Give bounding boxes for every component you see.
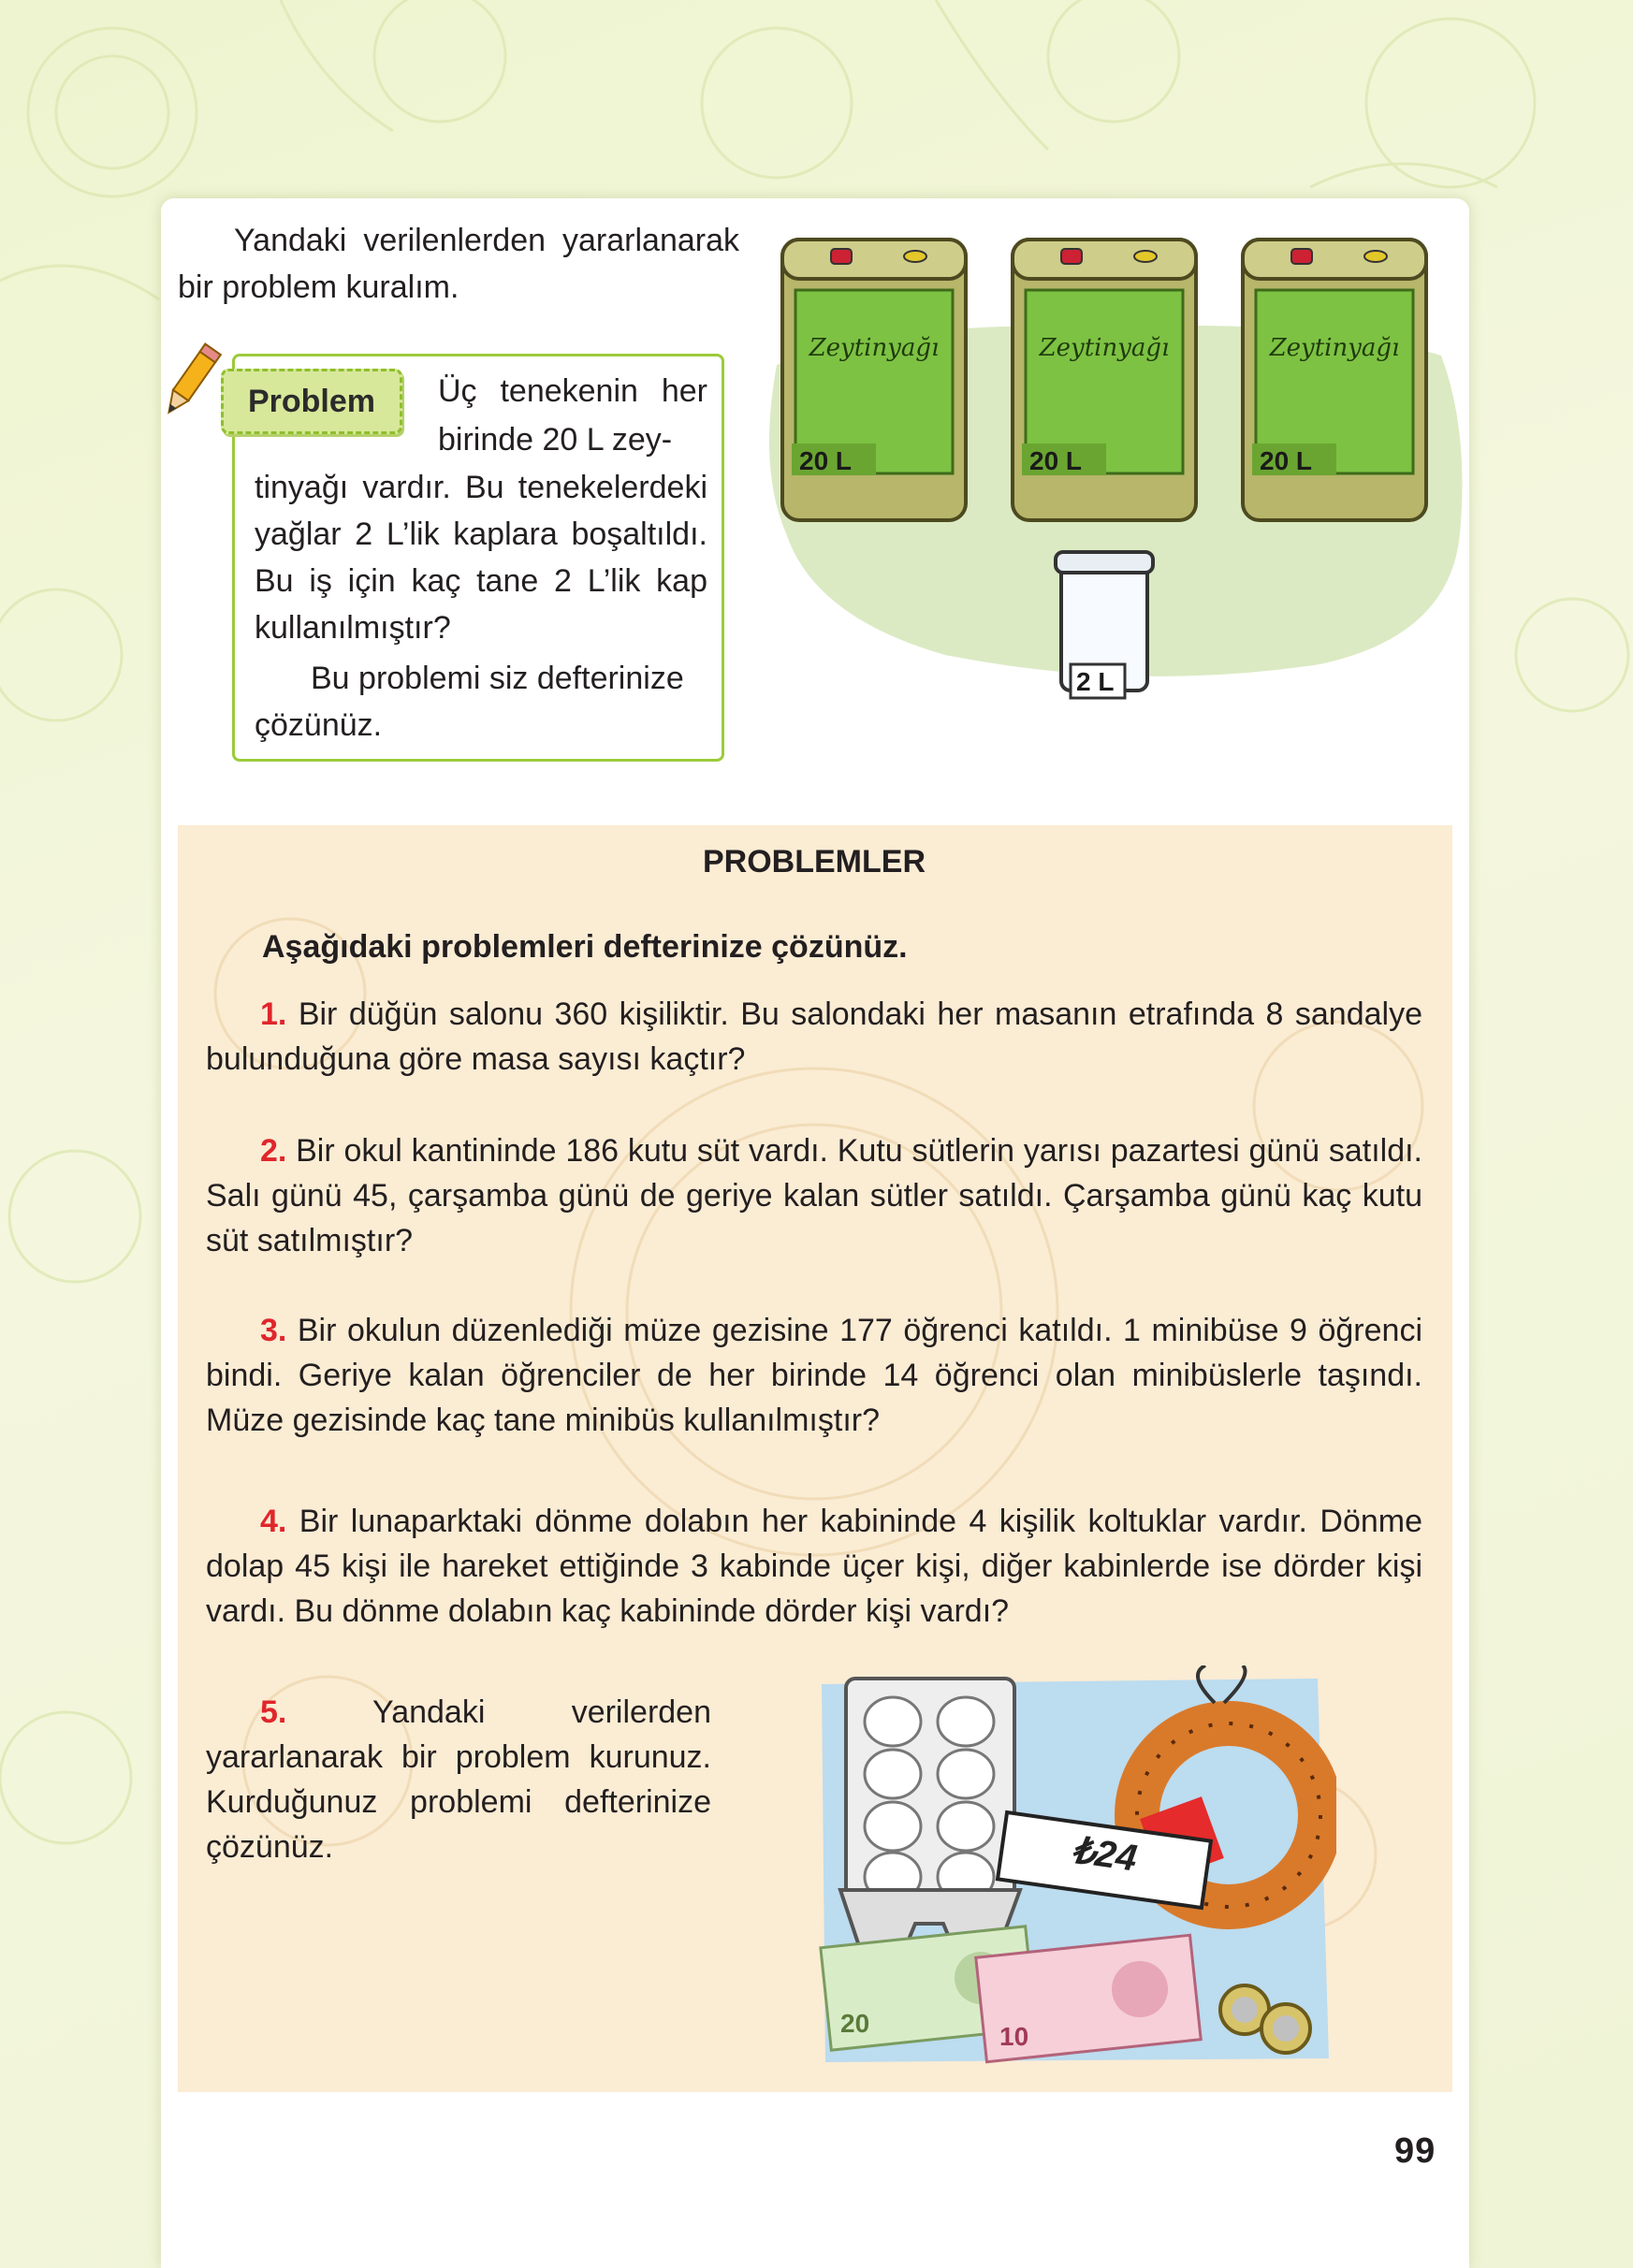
problem-4-number: 4. [260, 1504, 287, 1539]
can-2-volume: 20 L [1029, 446, 1083, 475]
problem-2-text: Bir okul kantininde 186 kutu süt vardı. Kutu sütlerin yarısı pazartesi günü satıldı. Salı günü 45, çarşamba günü de geriye kalan sütler satıldı. Çarşamba günü kaç kutu süt satılmıştır? [206, 1133, 1422, 1258]
problem-text-rest: tinyağı vardır. Bu tenekelerdeki yağlar 2 L’lik kaplara boşaltıldı. Bu iş için kaç tane 2 L’lik kap kullanılmıştır? [255, 470, 707, 646]
problems-subtitle: Aşağıdaki problemleri defterinize çözünüz. [262, 929, 908, 965]
problem-label: Problem [221, 369, 402, 434]
can-2 [1013, 240, 1196, 520]
problem-5-number: 5. [260, 1694, 287, 1730]
price-tag: ₺24 [1069, 1829, 1140, 1880]
banknote-20-value: 20 [840, 2009, 870, 2038]
problem-text-first: Üç tenekenin her birinde 20 L zey- [438, 373, 707, 458]
problem-4-text: Bir lunaparktaki dönme dolabın her kabininde 4 kişilik koltuklar vardır. Dönme dolap 45 kişi ile hareket ettiğinde 3 kabinde üçer kişi, diğer kabinlerde ise dörder kişi vardı. Bu dönme dolabın kaç kabininde dörder kişi vardı? [206, 1504, 1422, 1629]
olive-oil-cans-illustration [758, 225, 1469, 711]
problems-title: PROBLEMLER [703, 844, 926, 880]
problem-2-number: 2. [260, 1133, 287, 1169]
intro-text: Yandaki verilenlerden yararlanarak bir problem kuralım. [178, 223, 739, 305]
can-3-volume: 20 L [1260, 446, 1313, 475]
jar-2l [1056, 552, 1153, 698]
problem-1-number: 1. [260, 996, 287, 1032]
jar-volume: 2 L [1076, 667, 1115, 696]
can-1-brand: Zeytinyağı [809, 334, 940, 362]
problem-4 [206, 1499, 1422, 1634]
problem-1-text: Bir düğün salonu 360 kişiliktir. Bu salondaki her masanın etrafında 8 sandalye bulunduğuna göre masa sayısı kaçtır? [206, 996, 1422, 1077]
problem-5 [206, 1690, 711, 1869]
banknote-10 [976, 1935, 1201, 2061]
can-2-brand: Zeytinyağı [1039, 334, 1170, 362]
problem-3-text: Bir okulun düzenlediği müze gezisine 177 öğrenci katıldı. 1 minibüse 9 öğrenci bindi. Geriye kalan öğrenciler de her birinde 14 öğrenci olan minibüslerle taşındı. Müze gezisinde kaç tane minibüs kullanılmıştır? [206, 1313, 1422, 1438]
egg-carton [840, 1679, 1020, 1946]
banknote-10-value: 10 [999, 2022, 1029, 2051]
page-number: 99 [1394, 2131, 1436, 2171]
problem-solve-text: Bu problemi siz defterinize çözünüz. [255, 661, 684, 743]
pencil-icon [157, 339, 225, 423]
can-1-volume: 20 L [799, 446, 853, 475]
problem-5-text: Yandaki verilerden yararlanarak bir problem kurunuz. Kurduğunuz problemi defterinize çözünüz. [206, 1694, 711, 1865]
problem-2 [206, 1128, 1422, 1263]
can-3-brand: Zeytinyağı [1269, 334, 1400, 362]
can-1 [782, 240, 966, 520]
problem-3-number: 3. [260, 1313, 287, 1348]
problem-3 [206, 1308, 1422, 1443]
can-3 [1243, 240, 1426, 520]
problem-1 [206, 992, 1422, 1082]
